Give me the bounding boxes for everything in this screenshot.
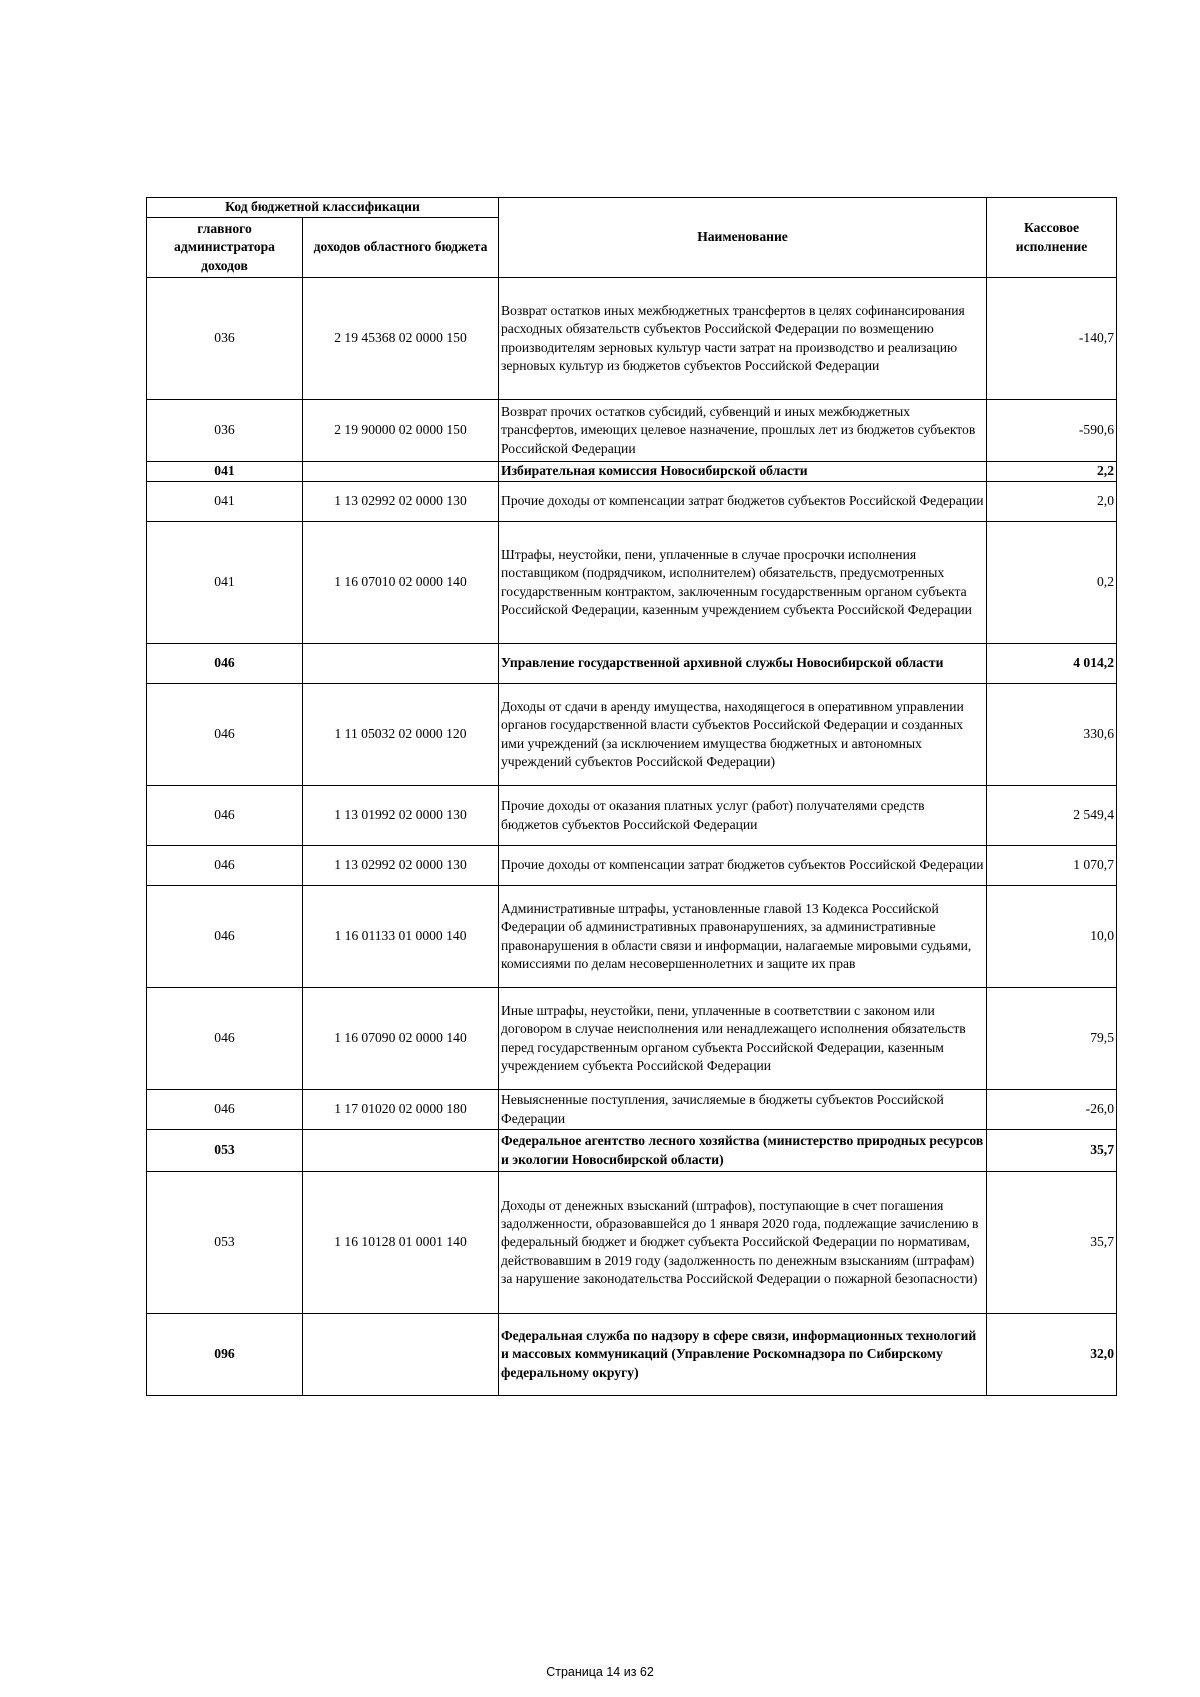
name-cell: Доходы от денежных взысканий (штрафов), поступающие в счет погашения задолженности, образовавшейся до 1 января 2020 года, подлежащие зачислению в федеральный бюджет и бюджет субъекта Российской Федерации по нормативам, действовавшим в 2019 году (задолженность по денежным взысканиям (штрафам) за нарушение законодательства Российской Федерации о пожарной безопасности)	[499, 1172, 987, 1314]
admin-code-cell: 046	[147, 684, 303, 786]
admin-code-cell: 046	[147, 886, 303, 988]
header-classification-code: Код бюджетной классификации	[147, 198, 499, 218]
header-cash-execution: Кассовое исполнение	[987, 198, 1117, 278]
admin-code-cell: 053	[147, 1130, 303, 1172]
budget-code-cell: 2 19 90000 02 0000 150	[303, 400, 499, 462]
admin-code-cell: 041	[147, 522, 303, 644]
table-row	[147, 886, 1117, 988]
table-row	[147, 786, 1117, 846]
budget-code-cell: 2 19 45368 02 0000 150	[303, 278, 499, 400]
table-row	[147, 1090, 1117, 1130]
admin-code-cell: 041	[147, 482, 303, 522]
table-row	[147, 1314, 1117, 1396]
cash-execution-cell: 2,2	[987, 462, 1117, 482]
name-cell: Управление государственной архивной службы Новосибирской области	[499, 644, 987, 684]
cash-execution-cell: 79,5	[987, 988, 1117, 1090]
budget-code-cell: 1 13 02992 02 0000 130	[303, 846, 499, 886]
table-row	[147, 644, 1117, 684]
page-footer: Страница 14 из 62	[546, 1665, 654, 1679]
budget-code-cell: 1 16 07010 02 0000 140	[303, 522, 499, 644]
name-cell: Доходы от сдачи в аренду имущества, находящегося в оперативном управлении органов государственной власти субъектов Российской Федерации и созданных ими учреждений (за исключением имущества бюджетных и автономных учреждений субъектов Российской Федерации)	[499, 684, 987, 786]
budget-code-cell: 1 13 02992 02 0000 130	[303, 482, 499, 522]
admin-code-cell: 046	[147, 786, 303, 846]
admin-code-cell: 046	[147, 644, 303, 684]
table-row	[147, 522, 1117, 644]
budget-code-cell: 1 17 01020 02 0000 180	[303, 1090, 499, 1130]
name-cell: Штрафы, неустойки, пени, уплаченные в случае просрочки исполнения поставщиком (подрядчиком, исполнителем) обязательств, предусмотренных государственным контрактом, заключенным государственным органом субъекта Российской Федерации, казенным учреждением субъекта Российской Федерации	[499, 522, 987, 644]
cash-execution-cell: -140,7	[987, 278, 1117, 400]
header-name: Наименование	[499, 198, 987, 278]
cash-execution-cell: 1 070,7	[987, 846, 1117, 886]
admin-code-cell: 046	[147, 988, 303, 1090]
table-row	[147, 400, 1117, 462]
table-body	[147, 278, 1117, 1396]
admin-code-cell: 096	[147, 1314, 303, 1396]
budget-code-cell: 1 16 10128 01 0001 140	[303, 1172, 499, 1314]
name-cell: Избирательная комиссия Новосибирской области	[499, 462, 987, 482]
table-row	[147, 846, 1117, 886]
table-row	[147, 1172, 1117, 1314]
table-row	[147, 684, 1117, 786]
name-cell: Возврат прочих остатков субсидий, субвенций и иных межбюджетных трансфертов, имеющих целевое назначение, прошлых лет из бюджетов субъектов Российской Федерации	[499, 400, 987, 462]
admin-code-cell: 036	[147, 278, 303, 400]
cash-execution-cell: 330,6	[987, 684, 1117, 786]
cash-execution-cell: 32,0	[987, 1314, 1117, 1396]
name-cell: Федеральное агентство лесного хозяйства (министерство природных ресурсов и экологии Новосибирской области)	[499, 1130, 987, 1172]
cash-execution-cell: 2,0	[987, 482, 1117, 522]
name-cell: Прочие доходы от компенсации затрат бюджетов субъектов Российской Федерации	[499, 846, 987, 886]
name-cell: Возврат остатков иных межбюджетных трансфертов в целях софинансирования расходных обязательств субъектов Российской Федерации по возмещению производителям зерновых культур части затрат на производство и реализацию зерновых культур из бюджетов субъектов Российской Федерации	[499, 278, 987, 400]
cash-execution-cell: 2 549,4	[987, 786, 1117, 846]
budget-code-cell: 1 16 07090 02 0000 140	[303, 988, 499, 1090]
budget-code-cell: 1 11 05032 02 0000 120	[303, 684, 499, 786]
cash-execution-cell: 10,0	[987, 886, 1117, 988]
budget-code-cell: 1 16 01133 01 0000 140	[303, 886, 499, 988]
name-cell: Прочие доходы от оказания платных услуг (работ) получателями средств бюджетов субъектов Российской Федерации	[499, 786, 987, 846]
table-row	[147, 1130, 1117, 1172]
table-row	[147, 462, 1117, 482]
admin-code-cell: 041	[147, 462, 303, 482]
cash-execution-cell: 4 014,2	[987, 644, 1117, 684]
budget-code-cell	[303, 1314, 499, 1396]
admin-code-cell: 046	[147, 1090, 303, 1130]
cash-execution-cell: -590,6	[987, 400, 1117, 462]
budget-code-cell	[303, 462, 499, 482]
header-regional-budget-income: доходов областного бюджета	[303, 218, 499, 278]
budget-code-cell	[303, 1130, 499, 1172]
cash-execution-cell: 0,2	[987, 522, 1117, 644]
cash-execution-cell: -26,0	[987, 1090, 1117, 1130]
admin-code-cell: 036	[147, 400, 303, 462]
budget-table	[146, 197, 1117, 1396]
name-cell: Федеральная служба по надзору в сфере связи, информационных технологий и массовых коммуникаций (Управление Роскомнадзора по Сибирскому федеральному округу)	[499, 1314, 987, 1396]
budget-code-cell: 1 13 01992 02 0000 130	[303, 786, 499, 846]
name-cell: Невыясненные поступления, зачисляемые в бюджеты субъектов Российской Федерации	[499, 1090, 987, 1130]
budget-code-cell	[303, 644, 499, 684]
table-row	[147, 278, 1117, 400]
header-row-group	[147, 198, 1117, 218]
cash-execution-cell: 35,7	[987, 1172, 1117, 1314]
admin-code-cell: 046	[147, 846, 303, 886]
name-cell: Иные штрафы, неустойки, пени, уплаченные в соответствии с законом или договором в случае неисполнения или ненадлежащего исполнения обязательств перед государственным органом субъекта Российской Федерации, казенным учреждением субъекта Российской Федерации	[499, 988, 987, 1090]
admin-code-cell: 053	[147, 1172, 303, 1314]
cash-execution-cell: 35,7	[987, 1130, 1117, 1172]
name-cell: Административные штрафы, установленные главой 13 Кодекса Российской Федерации об административных правонарушениях, за административные правонарушения в области связи и информации, налагаемые мировыми судьями, комиссиями по делам несовершеннолетних и защите их прав	[499, 886, 987, 988]
name-cell: Прочие доходы от компенсации затрат бюджетов субъектов Российской Федерации	[499, 482, 987, 522]
table-row	[147, 988, 1117, 1090]
header-main-administrator: главного администратора доходов	[147, 218, 303, 278]
table-row	[147, 482, 1117, 522]
